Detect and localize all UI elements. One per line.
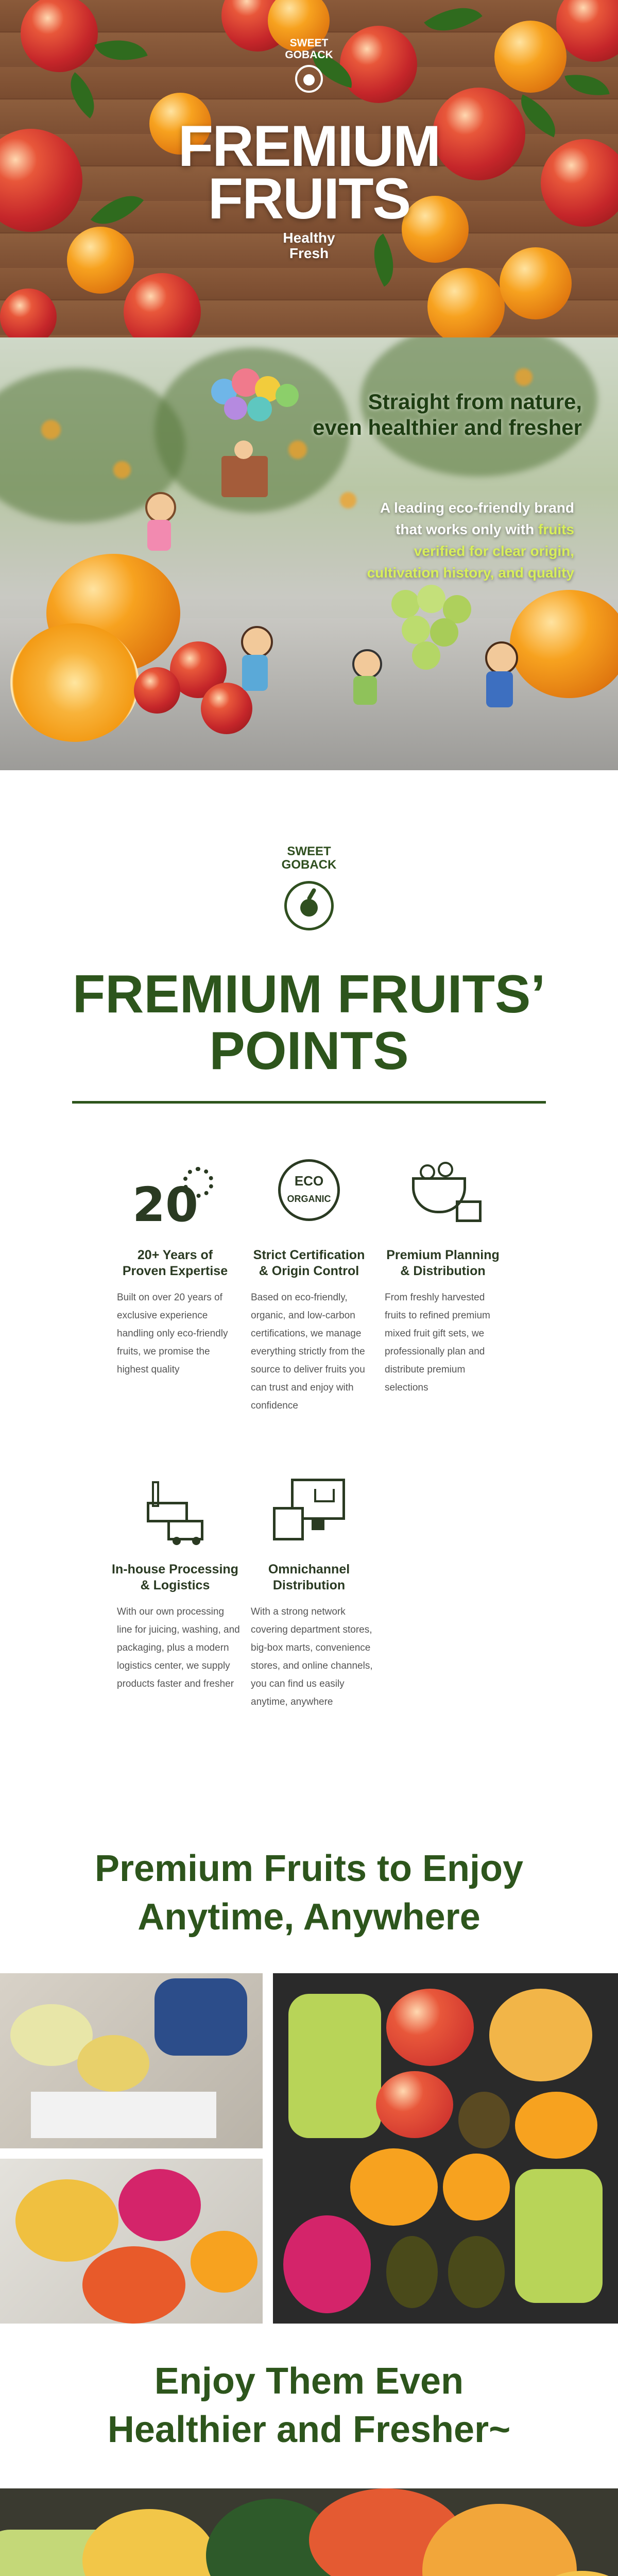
brand-emblem-icon (284, 881, 334, 930)
closeup-fruits-photo (0, 2488, 618, 2576)
apple-image (21, 0, 98, 72)
brand-name-line1: SWEET (289, 37, 329, 49)
apple-image (340, 26, 417, 103)
eco-organic-badge-icon (265, 1157, 353, 1234)
closing-title-line1: Enjoy Them Even (154, 2361, 464, 2402)
brand-name-line2: GOBACK (285, 49, 333, 61)
feature-item (239, 1471, 379, 1711)
hero-brand-logo (278, 37, 340, 93)
title-divider (72, 1101, 546, 1104)
orange-image (494, 21, 566, 93)
orange-tree-fruit (340, 492, 356, 509)
banner-text-highlight: fruits (538, 521, 574, 537)
feature-item (106, 1471, 245, 1693)
leaf-image (424, 0, 482, 46)
feature-title-line2: & Logistics (140, 1578, 210, 1592)
feature-title-line1: Premium Planning (386, 1248, 500, 1262)
feature-item (373, 1157, 512, 1397)
feature-item (239, 1157, 379, 1415)
feature-title-line2: Distribution (272, 1578, 346, 1592)
leaf-image (58, 72, 106, 118)
grape-image (381, 580, 484, 693)
apple-image (0, 289, 57, 337)
online-shopping-cart-icon (265, 1471, 353, 1548)
icon-text: ECO (294, 1173, 324, 1189)
fruit-tray-photo (0, 2159, 263, 2324)
feature-description: From freshly harvested fruits to refined premium mixed fruit gift sets, we professionally plan and distribute premium selections (385, 1292, 490, 1393)
nature-banner (0, 337, 618, 770)
feature-description: Built on over 20 years of exclusive experience handling only eco-friendly fruits, we promise the highest quality (117, 1292, 228, 1375)
feature-description: With a strong network covering department stores, big-box marts, convenience stores, and online channels, you can find us easily anytime, anywhere (251, 1606, 373, 1707)
kid-illustration (139, 492, 180, 554)
hero-subtitle-line1: Healthy (283, 230, 335, 246)
packing-photo (0, 1973, 263, 2148)
feature-title-line1: In-house Processing (112, 1562, 238, 1577)
gift-box-photo (273, 1973, 618, 2324)
feature-title-line1: Omnichannel (268, 1562, 350, 1577)
kid-illustration (474, 641, 525, 719)
kid-illustration (345, 649, 386, 711)
feature-description: Based on eco-friendly, organic, and low-carbon certifications, we manage everything strictly from the source to deliver fruits you can trust and enjoy with confidence (251, 1292, 365, 1411)
banner-headline-line2: even healthier and fresher (313, 415, 582, 439)
orange-tree-fruit (113, 461, 131, 479)
apple-image (124, 273, 201, 337)
factory-truck-icon (131, 1471, 219, 1548)
points-title-line2: POINTS (209, 1021, 409, 1081)
banner-text-highlight: cultivation history, and quality (367, 565, 574, 581)
banner-text-line1: A leading eco-friendly brand (380, 500, 574, 516)
hero-title-line2: FRUITS (208, 166, 410, 231)
orange-tree-fruit (515, 368, 533, 386)
points-title-line1: FREMIUM FRUITS’ (72, 964, 546, 1024)
leaf-image (94, 29, 147, 71)
banner-text-highlight: verified for clear origin, (414, 543, 574, 559)
brand-name-line2: GOBACK (281, 858, 337, 872)
banner-text-line2-a: that works only with (396, 521, 538, 537)
half-orange-image (10, 623, 139, 742)
gallery-title-line2: Anytime, Anywhere (138, 1896, 480, 1938)
feature-description: With our own processing line for juicing, washing, and packaging, plus a modern logistics center, we supply products faster and fresher (117, 1606, 240, 1689)
feature-item (106, 1157, 245, 1379)
feature-title-line2: & Distribution (400, 1264, 486, 1278)
banner-text-line2 (396, 519, 574, 540)
feature-title-line2: Proven Expertise (122, 1264, 228, 1278)
icon-text: ORGANIC (287, 1194, 331, 1204)
leaf-image (564, 69, 609, 101)
20-years-gear-icon (131, 1157, 219, 1234)
brand-name-line1: SWEET (287, 844, 331, 858)
strawberry-image (134, 667, 180, 714)
kid-illustration (232, 626, 278, 698)
gallery-title-line1: Premium Fruits to Enjoy (94, 1848, 524, 1889)
banner-text-line3 (414, 540, 574, 562)
balloon-illustration (206, 368, 304, 502)
brand-emblem-icon (295, 65, 323, 93)
hero-title-line1: FREMIUM (178, 114, 440, 178)
closing-title-line2: Healthier and Fresher~ (107, 2409, 511, 2450)
icon-number: 20 (132, 1177, 199, 1232)
banner-text-line4 (367, 562, 574, 584)
brand-logo (278, 845, 340, 930)
hero-subtitle-line2: Fresh (289, 245, 329, 261)
orange-image (427, 268, 505, 337)
banner-headline-line1: Straight from nature, (368, 389, 582, 414)
feature-title-line2: & Origin Control (259, 1264, 359, 1278)
feature-title-line1: Strict Certification (253, 1248, 365, 1262)
orange-tree-fruit (41, 420, 61, 439)
feature-title-line1: 20+ Years of (137, 1248, 213, 1262)
fruit-basket-gift-icon (399, 1157, 487, 1234)
hero-section (0, 0, 618, 337)
